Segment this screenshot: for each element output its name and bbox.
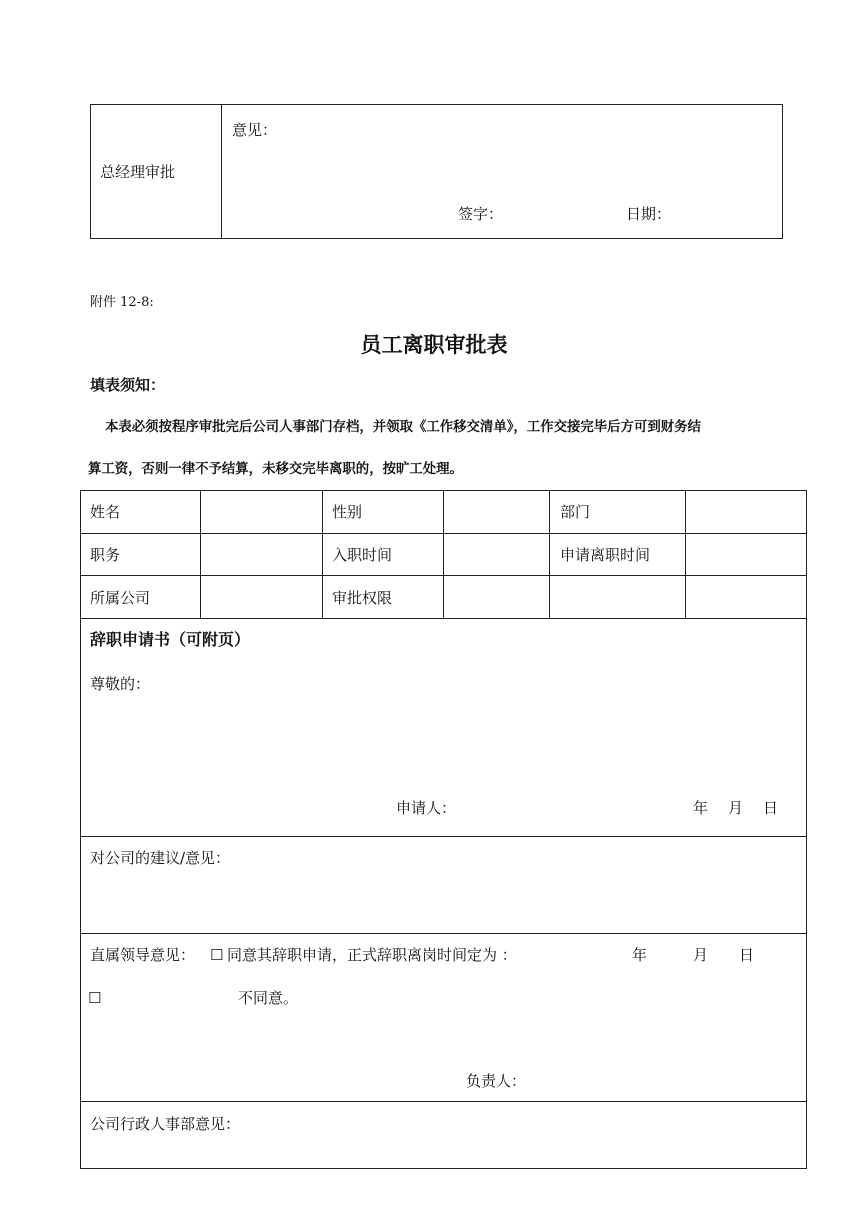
attachment-number: 附件 12-8: [90,295,154,310]
grid-line [549,490,550,618]
resignation-year: 年 [693,799,709,817]
company-label: 所属公司 [90,589,151,607]
supervisor-label: 直属领导意见： [90,946,196,964]
gender-label: 性别 [332,503,363,521]
supervisor-day: 日 [739,946,755,964]
page-title: 员工离职审批表 [360,333,508,357]
name-label: 姓名 [90,503,121,521]
suggestion-label: 对公司的建议/意见： [90,849,231,867]
section-divider [80,933,807,934]
disagree-checkbox[interactable]: ☐ [88,989,102,1007]
applicant-label: 申请人： [396,799,457,817]
notice-heading: 填表须知： [90,376,166,394]
leave-date-label: 申请离职时间 [560,546,651,564]
resignation-heading: 辞职申请书（可附页） [90,630,251,649]
resignation-month: 月 [728,799,744,817]
section-divider [80,836,807,837]
notice-line-2: 算工资，否则一律不予结算，未移交完毕离职的，按旷工处理。 [88,462,463,477]
hire-date-label: 入职时间 [332,546,393,564]
disagree-text: 不同意。 [238,989,299,1007]
gm-date-label: 日期： [626,205,672,223]
responsible-label: 负责人： [466,1072,527,1090]
agree-checkbox[interactable]: ☐ [210,946,224,964]
department-label: 部门 [560,503,591,521]
gm-table-divider [221,104,222,239]
gm-approval-label: 总经理审批 [100,163,176,181]
position-label: 职务 [90,546,121,564]
salutation-label: 尊敬的： [90,675,151,693]
notice-line-1: 本表必须按程序审批完后公司人事部门存档，并领取《工作移交清单》，工作交接完毕后方可到财务结 [105,420,701,435]
gm-signature-label: 签字： [458,205,504,223]
section-divider [80,1101,807,1102]
grid-line [443,490,444,618]
grid-line [200,490,201,618]
grid-line [322,490,323,618]
grid-line [685,490,686,618]
hr-opinion-label: 公司行政人事部意见： [90,1115,241,1133]
gm-approval-table [90,104,783,239]
supervisor-year: 年 [632,946,648,964]
resignation-day: 日 [763,799,779,817]
gm-opinion-label: 意见： [232,121,278,139]
grid-line [80,618,807,619]
agree-text: 同意其辞职申请，正式辞职离岗时间定为 ： [227,946,517,964]
supervisor-month: 月 [693,946,709,964]
authority-label: 审批权限 [332,589,393,607]
